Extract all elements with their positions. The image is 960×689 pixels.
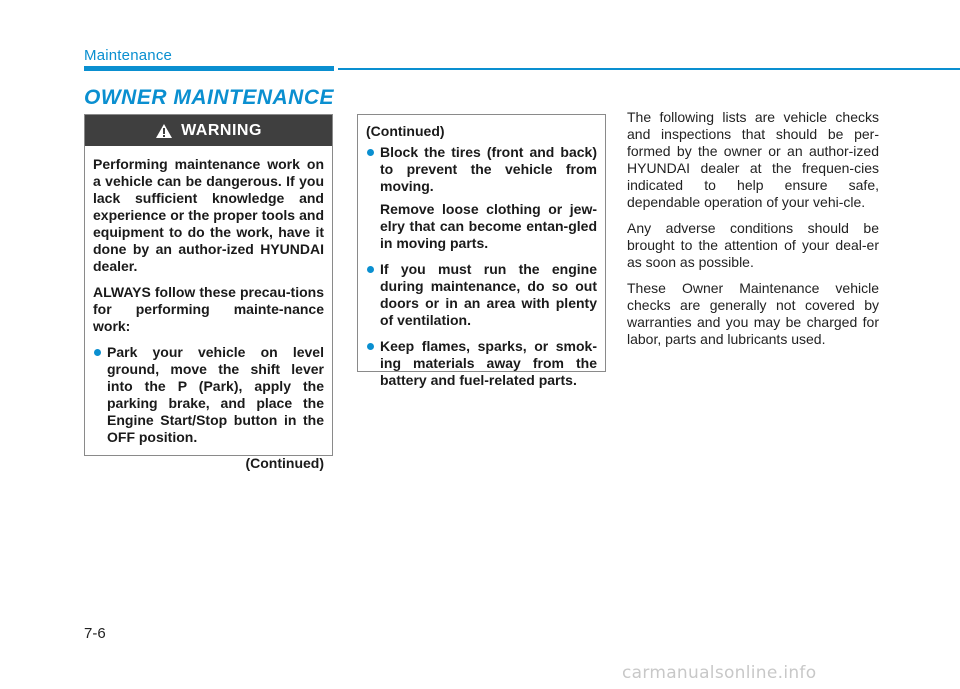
warning-label: WARNING bbox=[181, 121, 262, 139]
continued-bullet-text: Block the tires (front and back) to prevent the vehicle from moving. bbox=[380, 144, 597, 194]
continued-bullet bbox=[366, 144, 597, 195]
warning-always: ALWAYS follow these precau-tions for performing mainte-nance work: bbox=[93, 284, 324, 334]
continued-body bbox=[358, 115, 605, 389]
body-text bbox=[627, 109, 879, 357]
body-paragraph: Any adverse conditions should be brought to the attention of your deal-er as soon as possible. bbox=[627, 220, 879, 270]
continued-bullet-text: If you must run the engine during maintenance, do so out doors or in an area with plenty of ventilation. bbox=[380, 261, 597, 328]
warning-box bbox=[84, 114, 333, 471]
warning-body bbox=[85, 146, 332, 472]
continued-box bbox=[357, 114, 606, 388]
continued-bullet-text: Keep flames, sparks, or smok-ing materials away from the battery and fuel-related parts. bbox=[380, 338, 597, 388]
section-label: Maintenance bbox=[84, 47, 173, 64]
warning-bullet-text: Park your vehicle on level ground, move the shift lever into the P (Park), apply the parking brake, and place the Engine Start/Stop button in the OFF position. bbox=[107, 344, 324, 445]
page-number: 7-6 bbox=[84, 625, 106, 642]
continued-bullet bbox=[366, 338, 597, 389]
bullet-dot-icon bbox=[367, 266, 374, 273]
watermark: carmanualsonline.info bbox=[622, 663, 817, 683]
warning-continued: (Continued) bbox=[245, 455, 324, 471]
warning-bullet bbox=[93, 344, 324, 446]
body-paragraph: These Owner Maintenance vehicle checks are generally not covered by warranties and you may be charged for labor, parts and lubricants used. bbox=[627, 280, 879, 347]
bullet-dot-icon bbox=[367, 343, 374, 350]
warning-intro: Performing maintenance work on a vehicle can be dangerous. If you lack sufficient knowledge and experience or the proper tools and equipment to do the work, have it done by an author-ized HYUNDAI dealer. bbox=[93, 156, 324, 274]
header-rule-thin bbox=[338, 68, 960, 70]
continued-bullet-sub: Remove loose clothing or jew-elry that can become entan-gled in moving parts. bbox=[380, 201, 597, 251]
warning-triangle-icon bbox=[155, 123, 173, 139]
bullet-dot-icon bbox=[94, 349, 101, 356]
bullet-dot-icon bbox=[367, 149, 374, 156]
body-paragraph: The following lists are vehicle checks and inspections that should be per-formed by the owner or an author-ized HYUNDAI dealer at the frequen-cies indicated to help ensure safe, dependable operation of your vehi-cle. bbox=[627, 109, 879, 210]
warning-header bbox=[85, 115, 332, 146]
continued-bullet bbox=[366, 261, 597, 329]
continued-label: (Continued) bbox=[366, 123, 445, 139]
header-rule-thick bbox=[84, 66, 334, 71]
page-title: OWNER MAINTENANCE bbox=[84, 86, 334, 109]
